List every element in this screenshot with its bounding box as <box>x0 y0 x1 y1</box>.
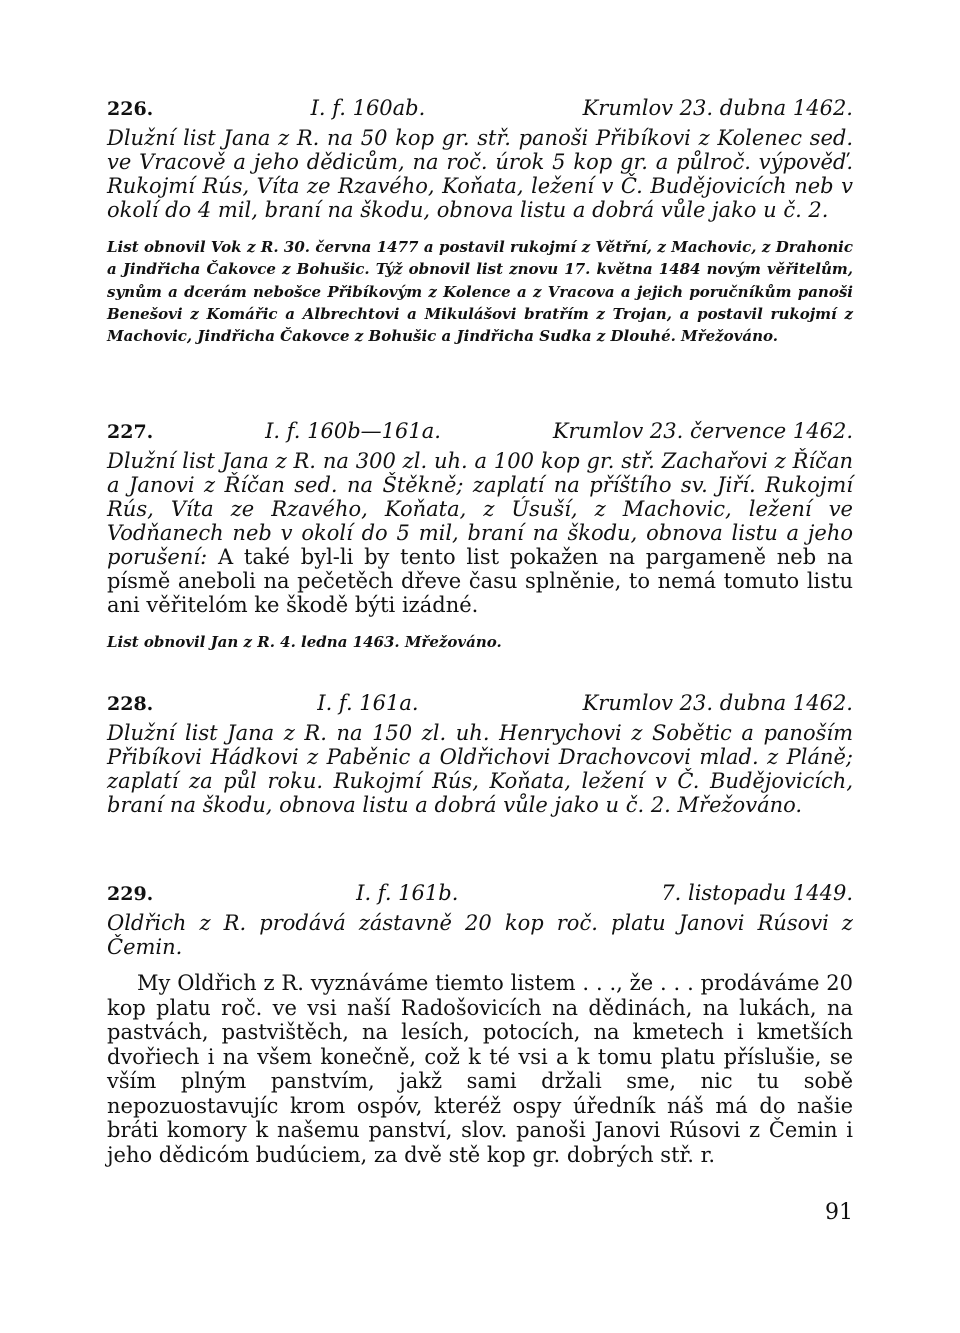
entry-summary-quote: A také byl-li by tento list pokažen na pargameně neb na písmě aneboli na pečetěch dřeve času splněnie, to nemá tomuto listu ani věřitelóm ke škodě býti izádné. <box>107 545 853 617</box>
entry-header <box>107 880 853 907</box>
entry-folio: I. f. 160ab. <box>310 96 426 120</box>
entry-header <box>107 95 853 122</box>
entry-number: 229. <box>107 883 154 905</box>
entry-header <box>107 418 853 445</box>
entry-number: 228. <box>107 693 154 715</box>
entry-place-date: Krumlov 23. července 1462. <box>552 419 853 443</box>
entry-place-date: Krumlov 23. dubna 1462. <box>582 691 853 715</box>
entry-summary <box>107 449 853 617</box>
entry-folio: I. f. 161a. <box>317 691 419 715</box>
entry-note: List obnovil Jan z R. 4. ledna 1463. Mřežováno. <box>107 633 502 651</box>
page-number: 91 <box>825 1200 853 1225</box>
entry-summary: Dlužní list Jana z R. na 50 kop gr. stř. panoši Přibíkovi z Kolenec sed. ve Vracově a jeho dědicům, na roč. úrok 5 kop gr. a půlroč. výpověď. Rukojmí Rús, Víta ze Rzavého, Koňata, ležení v Č. Budějovicích neb v okolí do 4 mil, braní na škodu, obnova listu a dobrá vůle jako u č. 2. <box>107 126 853 222</box>
entry-header <box>107 690 853 717</box>
entry-226 <box>107 95 853 347</box>
entry-place-date: Krumlov 23. dubna 1462. <box>582 96 853 120</box>
entry-note: List obnovil Vok z R. 30. června 1477 a postavil rukojmí z Větřní, z Machovic, z Drahonic a Jindřicha Čakovce z Bohušic. Týž obnovil list znovu 17. května 1484 novým věřitelům, synům a dcerám nebošce Přibíkovým z Kolence a z Vracova a jejich poručníkům panoši Benešovi z Komářic a Albrechtovi a Mikulášovi bratřím z Trojan, a postavil rukojmí z Machovic, Jindřicha Čakovce z Bohušic a Jindřicha Sudka z Dlouhé. Mřežováno. <box>107 238 853 346</box>
entry-summary: Oldřich z R. prodává zástavně 20 kop roč. platu Janovi Rúsovi z Čemin. <box>107 911 853 959</box>
entry-folio: I. f. 160b—161a. <box>265 419 441 443</box>
entry-folio: I. f. 161b. <box>356 881 459 905</box>
entry-number: 227. <box>107 421 154 443</box>
entry-summary: Dlužní list Jana z R. na 150 zl. uh. Henrychovi z Sobětic a panoším Přibíkovi Hádkovi z Paběnic a Oldřichovi Drachovcovi mlad. z Pláně; zaplatí za půl roku. Rukojmí Rús, Koňata, ležení v Č. Budějovicích, braní na škodu, obnova listu a dobrá vůle jako u č. 2. Mřežováno. <box>107 721 853 817</box>
entry-summary-italic: Dlužní list Jana z R. na 300 zl. uh. a 100 kop gr. stř. Zachařovi z Říčan a Janovi z Říčan sed. na Štěkně; zaplatí na příštího sv. Jiří. Rukojmí Rús, Víta ze Rzavého, Koňata, z Úsuší, z Machovic, ležení ve Vodňanech neb v okolí do 5 mil, braní na škodu, obnova listu a jeho porušení: <box>107 449 853 569</box>
entry-body-text: My Oldřich z R. vyznáváme tiemto listem . . ., že . . . prodáváme 20 kop platu roč. ve vsi naší Radošovicích na dědinách, na lukách, na pastvách, pastvištěch, na lesích, potocích, na kmetech i kmetších dvořiech i na všem konečně, což k té vsi a k tomu platu příslušie, se vším plným panstvím, jakž sami držali sme, nic tu sobě nepozuostavujíc krom ospóv, kteréž ospy úředník náš má do našie bráti komory k našemu panství, slov. panoši Janovi Rúsovi z Čemin i jeho dědicóm budúciem, za dvě stě kop gr. dobrých stř. r. <box>107 971 853 1167</box>
entry-228 <box>107 690 853 817</box>
entry-number: 226. <box>107 98 154 120</box>
entry-227 <box>107 418 853 653</box>
entry-229 <box>107 880 853 1167</box>
entry-place-date: 7. listopadu 1449. <box>661 881 853 905</box>
